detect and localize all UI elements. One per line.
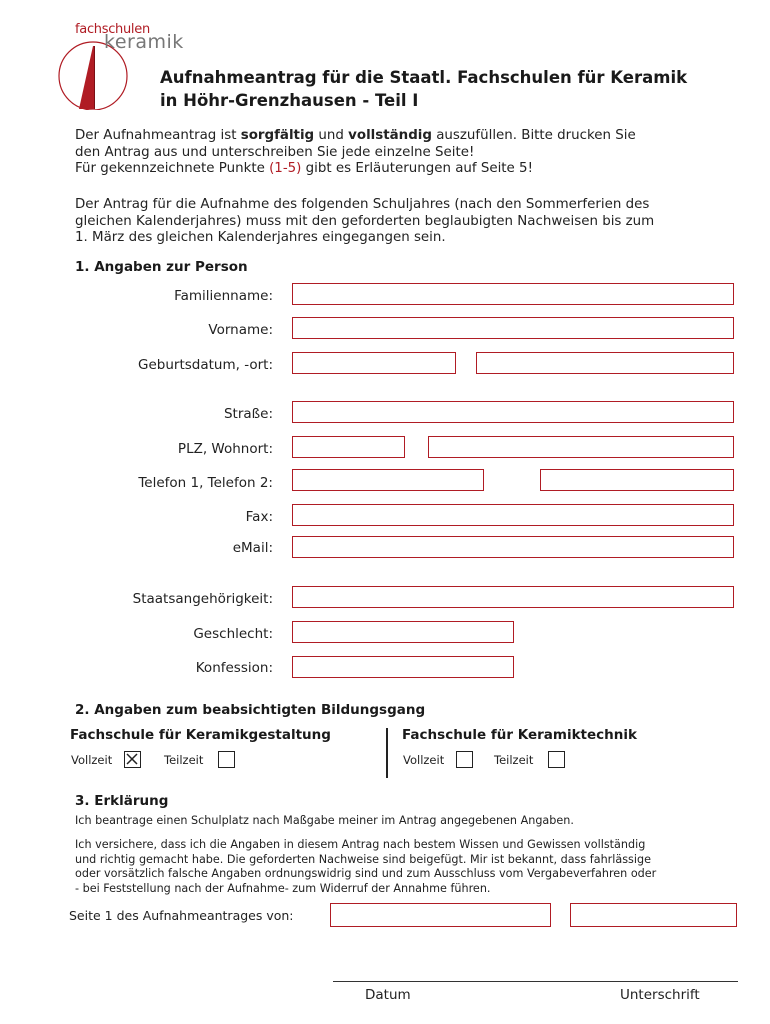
konfession-input[interactable] [292, 656, 514, 678]
title-line-1: Aufnahmeantrag für die Staatl. Fachschulen für Keramik [160, 68, 688, 87]
label-strasse: Straße: [223, 406, 273, 422]
erklaerung-p-line-2: und richtig gemacht habe. Die geforderten Nachweise sind beigefügt. Mir ist bekannt, dass fahrlässige [75, 852, 651, 866]
unterschrift-label: Unterschrift [620, 987, 700, 1003]
erklaerung-p-line-3: oder vorsätzlich falsche Angaben ordnungswidrig sind und zum Ausschluss vom Vergabeverfahren oder [75, 867, 657, 880]
section-3-heading: 3. Erklärung [75, 793, 169, 809]
seite-gesamt-input[interactable] [570, 903, 737, 927]
telefon-2-input[interactable] [540, 469, 734, 491]
intro-paragraph-1 [75, 128, 636, 178]
datum-label: Datum [365, 987, 411, 1003]
seite-label: Seite 1 des Aufnahmeantrages von: [69, 908, 294, 923]
label-geburtsdatum: Geburtsdatum, -ort: [138, 357, 273, 373]
keramikgestaltung-vollzeit-checkbox[interactable] [124, 751, 141, 768]
intro-line-3: Für gekennzeichnete Punkte (1-5) gibt es Erläuterungen auf Seite 5! [75, 161, 533, 176]
erklaerung-p-line-4: - bei Feststellung nach der Aufnahme- zum Widerruf der Annahme führen. [75, 881, 491, 895]
label-geschlecht: Geschlecht: [193, 626, 273, 642]
label-vorname: Vorname: [208, 322, 273, 338]
title-line-2: in Höhr-Grenzhausen - Teil I [160, 91, 419, 110]
erklaerung-line-1: Ich beantrage einen Schulplatz nach Maßgabe meiner im Antrag angegebenen Angaben. [75, 814, 574, 827]
fax-input[interactable] [292, 504, 734, 526]
section-2-divider [386, 728, 388, 778]
page-title [160, 66, 687, 112]
intro-p2-line-3: 1. März des gleichen Kalenderjahres eingegangen sein. [75, 230, 446, 245]
label-plz-wohnort: PLZ, Wohnort: [177, 441, 273, 457]
label-familienname: Familienname: [174, 288, 273, 304]
intro-line-2: den Antrag aus und unterschreiben Sie jede einzelne Seite! [75, 144, 475, 160]
intro-p2-line-1: Der Antrag für die Aufnahme des folgenden Schuljahres (nach den Sommerferien des [75, 197, 650, 212]
label-email: eMail: [232, 540, 273, 556]
logo-text-fachschulen: fachschulen [75, 22, 150, 37]
keramikgestaltung-teilzeit-checkbox[interactable] [218, 751, 235, 768]
intro-paragraph-2 [75, 197, 654, 247]
geschlecht-input[interactable] [292, 621, 514, 643]
seite-nummer-input[interactable] [330, 903, 551, 927]
geburtsort-input[interactable] [476, 352, 734, 374]
keramikgestaltung-vollzeit-label: Vollzeit [71, 753, 113, 767]
section-2-heading: 2. Angaben zum beabsichtigten Bildungsgang [75, 702, 426, 718]
label-telefon: Telefon 1, Telefon 2: [138, 475, 273, 491]
strasse-input[interactable] [292, 401, 734, 423]
erklaerung-paragraph [75, 838, 656, 896]
keramikgestaltung-title: Fachschule für Keramikgestaltung [70, 727, 331, 743]
keramiktechnik-teilzeit-checkbox[interactable] [548, 751, 565, 768]
geburtsdatum-input[interactable] [292, 352, 456, 374]
keramikgestaltung-teilzeit-label: Teilzeit [164, 753, 204, 767]
keramiktechnik-vollzeit-checkbox[interactable] [456, 751, 473, 768]
section-1-heading: 1. Angaben zur Person [75, 259, 248, 275]
telefon-1-input[interactable] [292, 469, 484, 491]
signature-line [333, 981, 738, 982]
keramiktechnik-title: Fachschule für Keramiktechnik [402, 727, 637, 743]
familienname-input[interactable] [292, 283, 734, 305]
label-fax: Fax: [245, 509, 273, 525]
label-staatsangehoerigkeit: Staatsangehörigkeit: [132, 591, 273, 607]
staatsangehoerigkeit-input[interactable] [292, 586, 734, 608]
keramiktechnik-vollzeit-label: Vollzeit [403, 753, 445, 767]
plz-input[interactable] [292, 436, 405, 458]
check-x-icon [125, 752, 139, 766]
wohnort-input[interactable] [428, 436, 734, 458]
label-konfession: Konfession: [195, 660, 273, 676]
intro-p2-line-2: gleichen Kalenderjahres) muss mit den geforderten beglaubigten Nachweisen bis zum [75, 213, 655, 229]
intro-line-1: Der Aufnahmeantrag ist sorgfältig und vollständig auszufüllen. Bitte drucken Sie [75, 128, 636, 143]
vorname-input[interactable] [292, 317, 734, 339]
logo-text-keramik: keramik [104, 31, 184, 53]
email-input[interactable] [292, 536, 734, 558]
erklaerung-p-line-1: Ich versichere, dass ich die Angaben in diesem Antrag nach bestem Wissen und Gewissen vollständig [75, 838, 646, 851]
keramiktechnik-teilzeit-label: Teilzeit [494, 753, 534, 767]
